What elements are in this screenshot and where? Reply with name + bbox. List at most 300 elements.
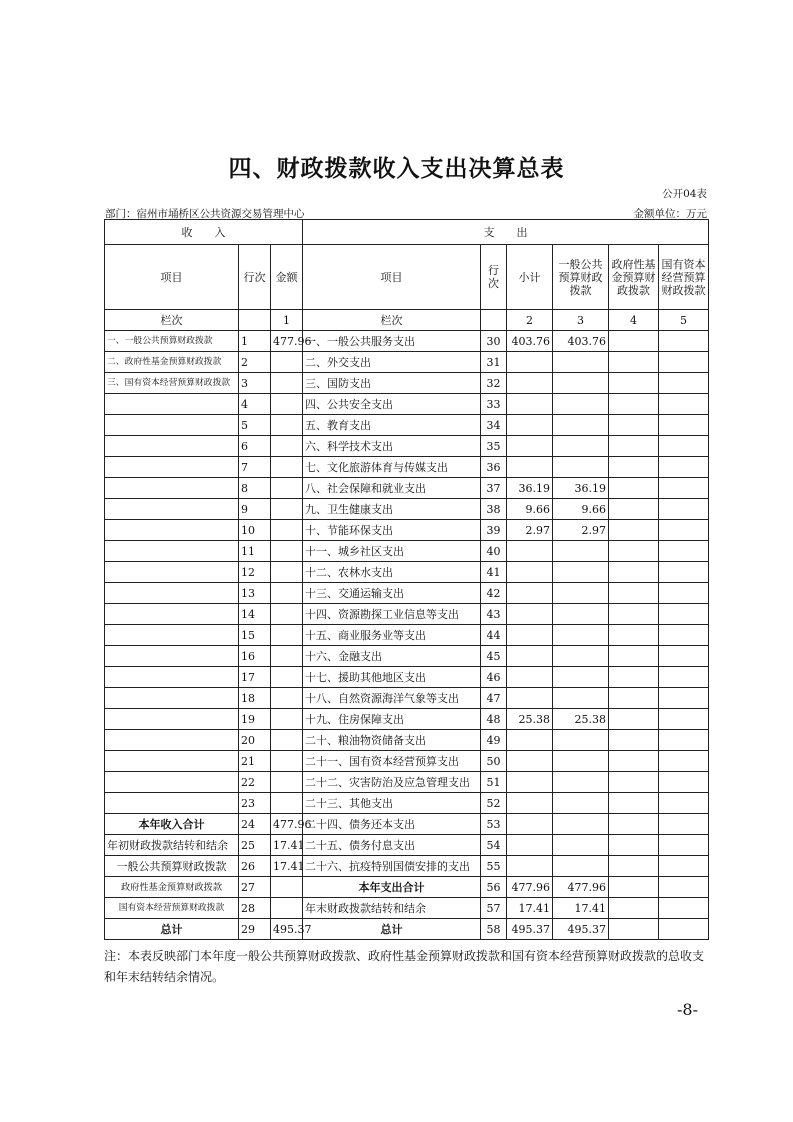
subtotal-amount [507, 562, 553, 583]
expense-item: 二十六、抗疫特别国债安排的支出 [303, 856, 481, 877]
subtotal-header: 小计 [507, 245, 553, 310]
general-budget-amount [553, 436, 609, 457]
subtotal-amount: 17.41 [507, 898, 553, 919]
income-amount [271, 583, 303, 604]
expense-row-no: 31 [481, 352, 507, 373]
income-row-no: 20 [239, 730, 271, 751]
state-capital-amount [659, 646, 709, 667]
expense-item: 一、一般公共服务支出 [303, 331, 481, 352]
gov-fund-amount [609, 373, 659, 394]
expense-row-no: 53 [481, 814, 507, 835]
expense-row-no: 34 [481, 415, 507, 436]
subtotal-amount [507, 625, 553, 646]
gov-fund-header: 政府性基金预算财政拨款 [609, 245, 659, 310]
general-budget-amount: 17.41 [553, 898, 609, 919]
subtotal-amount: 477.96 [507, 877, 553, 898]
expense-row-no: 57 [481, 898, 507, 919]
table-row [105, 352, 709, 373]
expense-row-no: 38 [481, 499, 507, 520]
income-amount [271, 436, 303, 457]
income-item: 一、一般公共预算财政拨款 [105, 331, 239, 352]
income-row-no: 10 [239, 520, 271, 541]
income-item [105, 772, 239, 793]
state-capital-amount [659, 877, 709, 898]
expense-item: 十四、资源勘探工业信息等支出 [303, 604, 481, 625]
income-row-no: 17 [239, 667, 271, 688]
gov-fund-amount [609, 478, 659, 499]
general-budget-amount [553, 457, 609, 478]
expense-header: 支 出 [303, 220, 709, 245]
expense-row-no: 33 [481, 394, 507, 415]
subtotal-amount [507, 646, 553, 667]
gov-fund-amount [609, 898, 659, 919]
form-number: 公开04表 [662, 188, 707, 200]
subtotal-amount [507, 352, 553, 373]
general-budget-amount [553, 646, 609, 667]
expense-row-no: 50 [481, 751, 507, 772]
subtotal-amount [507, 436, 553, 457]
income-row-no: 26 [239, 856, 271, 877]
expense-row-no: 39 [481, 520, 507, 541]
general-budget-amount [553, 562, 609, 583]
expense-item: 八、社会保障和就业支出 [303, 478, 481, 499]
col-label-right: 栏次 [303, 310, 481, 331]
expense-item: 二十五、债务付息支出 [303, 835, 481, 856]
general-budget-amount [553, 373, 609, 394]
general-budget-amount: 36.19 [553, 478, 609, 499]
table-row [105, 520, 709, 541]
state-capital-amount [659, 520, 709, 541]
income-item: 国有资本经营预算财政拨款 [105, 898, 239, 919]
gov-fund-amount [609, 562, 659, 583]
gov-fund-amount [609, 415, 659, 436]
expense-row-no: 46 [481, 667, 507, 688]
income-amount: 495.37 [271, 919, 303, 940]
expense-row-no: 48 [481, 709, 507, 730]
income-row-no: 21 [239, 751, 271, 772]
col-index-4: 4 [609, 310, 659, 331]
subtotal-amount [507, 856, 553, 877]
table-row [105, 499, 709, 520]
gov-fund-amount [609, 793, 659, 814]
state-capital-amount [659, 373, 709, 394]
state-capital-amount [659, 751, 709, 772]
income-item: 本年收入合计 [105, 814, 239, 835]
state-capital-header: 国有资本经营预算财政拨款 [659, 245, 709, 310]
gov-fund-amount [609, 436, 659, 457]
income-item [105, 541, 239, 562]
gov-fund-amount [609, 520, 659, 541]
expense-item: 四、公共安全支出 [303, 394, 481, 415]
unit-label: 金额单位：万元 [633, 208, 707, 220]
income-row-no: 9 [239, 499, 271, 520]
income-amount [271, 793, 303, 814]
income-item [105, 499, 239, 520]
expense-row-no: 41 [481, 562, 507, 583]
income-item: 二、政府性基金预算财政拨款 [105, 352, 239, 373]
expense-item: 十五、商业服务业等支出 [303, 625, 481, 646]
table-row [105, 877, 709, 898]
expense-item: 年末财政拨款结转和结余 [303, 898, 481, 919]
gov-fund-amount [609, 667, 659, 688]
subtotal-amount [507, 457, 553, 478]
general-budget-amount: 495.37 [553, 919, 609, 940]
subtotal-amount [507, 814, 553, 835]
income-amount: 17.41 [271, 835, 303, 856]
state-capital-amount [659, 352, 709, 373]
state-capital-amount [659, 688, 709, 709]
income-row-no: 25 [239, 835, 271, 856]
expense-row-no: 44 [481, 625, 507, 646]
gov-fund-amount [609, 394, 659, 415]
table-row [105, 856, 709, 877]
subtotal-amount: 403.76 [507, 331, 553, 352]
state-capital-amount [659, 478, 709, 499]
table-row [105, 646, 709, 667]
income-item [105, 625, 239, 646]
state-capital-amount [659, 394, 709, 415]
expense-item: 三、国防支出 [303, 373, 481, 394]
gov-fund-amount [609, 331, 659, 352]
expense-row-no: 51 [481, 772, 507, 793]
expense-item: 二十、粮油物资储备支出 [303, 730, 481, 751]
table-row [105, 415, 709, 436]
state-capital-amount [659, 919, 709, 940]
income-amount [271, 541, 303, 562]
subtotal-amount: 25.38 [507, 709, 553, 730]
gov-fund-amount [609, 814, 659, 835]
department-label: 部门：宿州市埇桥区公共资源交易管理中心 [105, 208, 305, 220]
income-row-no: 24 [239, 814, 271, 835]
income-item [105, 709, 239, 730]
income-amount [271, 415, 303, 436]
gov-fund-amount [609, 835, 659, 856]
table-row [105, 793, 709, 814]
subtotal-amount [507, 541, 553, 562]
expense-item: 五、教育支出 [303, 415, 481, 436]
col-index-5: 5 [659, 310, 709, 331]
table-row [105, 898, 709, 919]
income-row-no: 12 [239, 562, 271, 583]
state-capital-amount [659, 835, 709, 856]
income-row-no: 11 [239, 541, 271, 562]
subtotal-amount [507, 835, 553, 856]
state-capital-amount [659, 499, 709, 520]
income-amount [271, 478, 303, 499]
income-amount [271, 772, 303, 793]
general-budget-amount [553, 352, 609, 373]
general-budget-amount [553, 688, 609, 709]
general-budget-amount [553, 772, 609, 793]
subtotal-amount [507, 583, 553, 604]
table-row [105, 331, 709, 352]
table-row [105, 835, 709, 856]
gov-fund-amount [609, 457, 659, 478]
expense-item: 本年支出合计 [303, 877, 481, 898]
general-budget-amount [553, 415, 609, 436]
general-budget-amount: 477.96 [553, 877, 609, 898]
expense-item: 十八、自然资源海洋气象等支出 [303, 688, 481, 709]
income-item [105, 520, 239, 541]
expense-item: 二十四、债务还本支出 [303, 814, 481, 835]
expense-item: 二十二、灾害防治及应急管理支出 [303, 772, 481, 793]
income-row-no: 23 [239, 793, 271, 814]
gov-fund-amount [609, 772, 659, 793]
subtotal-amount [507, 751, 553, 772]
income-row-no: 18 [239, 688, 271, 709]
subtotal-amount [507, 373, 553, 394]
table-row [105, 562, 709, 583]
expense-row-no: 49 [481, 730, 507, 751]
subtotal-amount [507, 793, 553, 814]
general-budget-amount: 2.97 [553, 520, 609, 541]
gov-fund-amount [609, 877, 659, 898]
income-amount [271, 373, 303, 394]
expense-item: 九、卫生健康支出 [303, 499, 481, 520]
expense-row-no: 58 [481, 919, 507, 940]
income-row-no: 6 [239, 436, 271, 457]
table-row [105, 583, 709, 604]
gov-fund-amount [609, 751, 659, 772]
general-budget-amount: 25.38 [553, 709, 609, 730]
state-capital-amount [659, 625, 709, 646]
expense-row-no: 36 [481, 457, 507, 478]
income-row-no: 13 [239, 583, 271, 604]
income-row-no: 4 [239, 394, 271, 415]
income-amount [271, 877, 303, 898]
state-capital-amount [659, 667, 709, 688]
expense-item: 十、节能环保支出 [303, 520, 481, 541]
state-capital-amount [659, 856, 709, 877]
income-row-no: 27 [239, 877, 271, 898]
income-item: 总计 [105, 919, 239, 940]
subtotal-amount [507, 415, 553, 436]
income-amount [271, 520, 303, 541]
income-amount [271, 457, 303, 478]
expense-item: 二、外交支出 [303, 352, 481, 373]
expense-item-header: 项目 [303, 245, 481, 310]
table-row [105, 919, 709, 940]
expense-row-no: 42 [481, 583, 507, 604]
income-amount-header: 金额 [271, 245, 303, 310]
income-row-no: 2 [239, 352, 271, 373]
income-amount [271, 646, 303, 667]
expense-item: 十二、农林水支出 [303, 562, 481, 583]
income-amount [271, 667, 303, 688]
income-item: 年初财政拨款结转和结余 [105, 835, 239, 856]
income-amount [271, 709, 303, 730]
subtotal-amount [507, 772, 553, 793]
income-amount [271, 562, 303, 583]
general-budget-amount [553, 730, 609, 751]
gov-fund-amount [609, 730, 659, 751]
general-budget-amount [553, 667, 609, 688]
state-capital-amount [659, 436, 709, 457]
table-row [105, 709, 709, 730]
income-amount [271, 604, 303, 625]
income-item [105, 667, 239, 688]
expense-row-no: 47 [481, 688, 507, 709]
col-index-3: 3 [553, 310, 609, 331]
income-row-no: 16 [239, 646, 271, 667]
income-item [105, 730, 239, 751]
gov-fund-amount [609, 709, 659, 730]
expense-rowno-header: 行次 [481, 245, 507, 310]
expense-row-no: 35 [481, 436, 507, 457]
table-row [105, 730, 709, 751]
gov-fund-amount [609, 688, 659, 709]
income-row-no: 29 [239, 919, 271, 940]
income-item [105, 415, 239, 436]
expense-item: 十六、金融支出 [303, 646, 481, 667]
state-capital-amount [659, 457, 709, 478]
table-row [105, 436, 709, 457]
general-budget-amount [553, 751, 609, 772]
state-capital-amount [659, 604, 709, 625]
state-capital-amount [659, 730, 709, 751]
expense-item: 十九、住房保障支出 [303, 709, 481, 730]
col-label-left: 栏次 [105, 310, 239, 331]
state-capital-amount [659, 331, 709, 352]
page-number: -8- [677, 1000, 698, 1019]
income-item: 三、国有资本经营预算财政拨款 [105, 373, 239, 394]
subtotal-amount: 9.66 [507, 499, 553, 520]
expense-row-no: 52 [481, 793, 507, 814]
expense-row-no: 43 [481, 604, 507, 625]
gov-fund-amount [609, 499, 659, 520]
table-row [105, 688, 709, 709]
expense-item: 总计 [303, 919, 481, 940]
expense-item: 十三、交通运输支出 [303, 583, 481, 604]
expense-row-no: 37 [481, 478, 507, 499]
state-capital-amount [659, 814, 709, 835]
income-item [105, 436, 239, 457]
expense-item: 六、科学技术支出 [303, 436, 481, 457]
income-amount [271, 499, 303, 520]
general-budget-amount [553, 835, 609, 856]
table-row [105, 541, 709, 562]
gov-fund-amount [609, 919, 659, 940]
state-capital-amount [659, 562, 709, 583]
table-row [105, 751, 709, 772]
income-row-no: 22 [239, 772, 271, 793]
table-row [105, 394, 709, 415]
state-capital-amount [659, 415, 709, 436]
subtotal-amount: 2.97 [507, 520, 553, 541]
state-capital-amount [659, 898, 709, 919]
gov-fund-amount [609, 856, 659, 877]
general-budget-amount [553, 604, 609, 625]
income-amount [271, 688, 303, 709]
subtotal-amount [507, 604, 553, 625]
expense-item: 十七、援助其他地区支出 [303, 667, 481, 688]
income-amount: 477.96 [271, 331, 303, 352]
page-title: 四、财政拨款收入支出决算总表 [228, 155, 565, 182]
income-row-no: 19 [239, 709, 271, 730]
general-budget-amount [553, 814, 609, 835]
expense-row-no: 32 [481, 373, 507, 394]
income-row-no: 1 [239, 331, 271, 352]
income-item [105, 457, 239, 478]
income-item [105, 604, 239, 625]
expense-row-no: 40 [481, 541, 507, 562]
general-budget-amount [553, 856, 609, 877]
income-item [105, 478, 239, 499]
col-index-2: 2 [507, 310, 553, 331]
income-row-no: 7 [239, 457, 271, 478]
col-index-1: 1 [271, 310, 303, 331]
table-row [105, 625, 709, 646]
gov-fund-amount [609, 352, 659, 373]
income-item [105, 751, 239, 772]
table-row [105, 478, 709, 499]
income-item [105, 688, 239, 709]
income-row-no: 8 [239, 478, 271, 499]
income-amount: 17.41 [271, 856, 303, 877]
income-item [105, 562, 239, 583]
income-row-no: 3 [239, 373, 271, 394]
table-row [105, 772, 709, 793]
income-item [105, 394, 239, 415]
expense-item: 七、文化旅游体育与传媒支出 [303, 457, 481, 478]
table-row [105, 373, 709, 394]
expense-row-no: 55 [481, 856, 507, 877]
income-amount [271, 394, 303, 415]
state-capital-amount [659, 583, 709, 604]
gov-fund-amount [609, 541, 659, 562]
income-item: 政府性基金预算财政拨款 [105, 877, 239, 898]
table-note: 注：本表反映部门本年度一般公共预算财政拨款、政府性基金预算财政拨款和国有资本经营预算财政拨款的总收支和年末结转结余情况。 [104, 949, 705, 984]
gov-fund-amount [609, 625, 659, 646]
gov-fund-amount [609, 646, 659, 667]
general-budget-amount: 403.76 [553, 331, 609, 352]
subtotal-amount [507, 688, 553, 709]
expense-row-no: 30 [481, 331, 507, 352]
income-amount [271, 751, 303, 772]
income-row-no: 14 [239, 604, 271, 625]
expense-row-no: 54 [481, 835, 507, 856]
income-item-header: 项目 [105, 245, 239, 310]
income-amount [271, 898, 303, 919]
state-capital-amount [659, 709, 709, 730]
subtotal-amount [507, 730, 553, 751]
income-item [105, 646, 239, 667]
gov-fund-amount [609, 604, 659, 625]
general-budget-amount [553, 625, 609, 646]
table-row [105, 604, 709, 625]
income-amount [271, 352, 303, 373]
income-amount [271, 730, 303, 751]
state-capital-amount [659, 793, 709, 814]
budget-summary-table [104, 219, 709, 940]
subtotal-amount [507, 667, 553, 688]
general-budget-amount [553, 583, 609, 604]
table-row [105, 667, 709, 688]
income-item [105, 793, 239, 814]
income-header: 收 入 [105, 220, 303, 245]
general-budget-amount [553, 394, 609, 415]
general-budget-header: 一般公共预算财政拨款 [553, 245, 609, 310]
subtotal-amount: 36.19 [507, 478, 553, 499]
income-row-no: 28 [239, 898, 271, 919]
general-budget-amount: 9.66 [553, 499, 609, 520]
table-row [105, 457, 709, 478]
general-budget-amount [553, 541, 609, 562]
income-item: 一般公共预算财政拨款 [105, 856, 239, 877]
income-row-no: 15 [239, 625, 271, 646]
expense-row-no: 56 [481, 877, 507, 898]
state-capital-amount [659, 541, 709, 562]
